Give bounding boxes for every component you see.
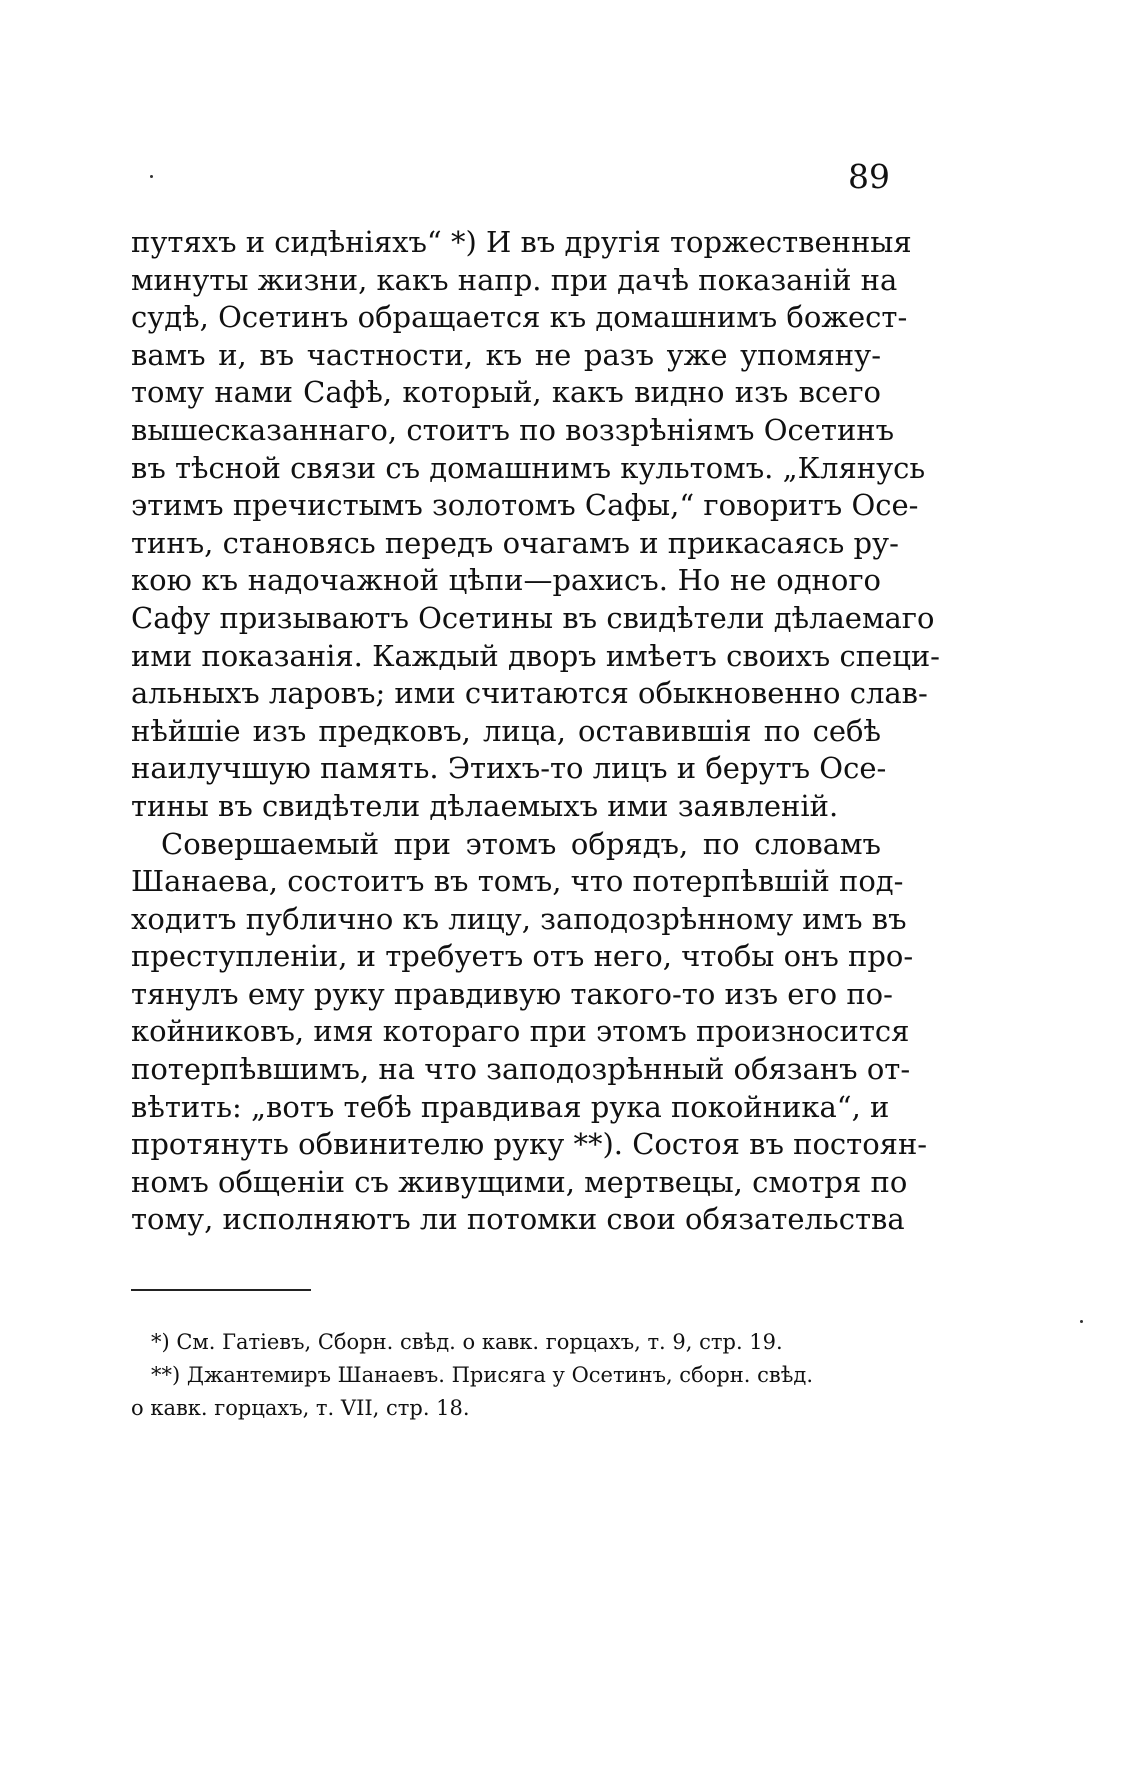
- text-line: Шанаева, состоитъ въ томъ, что потерпѣвшій под-: [131, 864, 904, 899]
- footnote-1: *) См. Гатіевъ, Сборн. свѣд. о кавк. горцахъ, т. 9, стр. 19.: [151, 1330, 783, 1354]
- footnote-divider: [131, 1289, 311, 1291]
- text-line: тянулъ ему руку правдивую такого-то изъ его по-: [131, 976, 893, 1011]
- print-speck: [150, 175, 153, 178]
- paragraph-1: [131, 224, 940, 826]
- text-line: этимъ пречистымъ золотомъ Сафы,“ говоритъ Осе-: [131, 488, 919, 523]
- footnote-2: **) Джантемиръ Шанаевъ. Присяга у Осетинъ, сборн. свѣд.: [151, 1363, 814, 1387]
- text-line: путяхъ и сидѣніяхъ“ *) И въ другія торжественныя: [131, 225, 912, 259]
- text-line: минуты жизни, какъ напр. при дачѣ показаній на: [131, 262, 898, 297]
- text-line: тому нами Сафѣ, который, какъ видно изъ всего: [131, 375, 881, 410]
- text-line: койниковъ, имя котораго при этомъ произносится: [131, 1014, 910, 1049]
- text-line: Совершаемый при этомъ обрядъ, по словамъ: [161, 826, 881, 861]
- text-line: ими показанія. Каждый дворъ имѣетъ своихъ специ-: [131, 638, 940, 673]
- footnotes: [131, 1326, 881, 1425]
- text-line: Сафу призываютъ Осетины въ свидѣтели дѣлаемаго: [131, 600, 935, 635]
- text-line: вѣтить: „вотъ тебѣ правдивая рука покойника“, и: [131, 1089, 890, 1124]
- text-line: кою къ надочажной цѣпи—рахисъ. Но не одного: [131, 563, 881, 598]
- text-line: номъ общеніи съ живущими, мертвецы, смотря по: [131, 1164, 908, 1199]
- text-line: судѣ, Осетинъ обращается къ домашнимъ божест-: [131, 300, 908, 335]
- text-line: протянуть обвинителю руку **). Состоя въ постоян-: [131, 1127, 928, 1162]
- footnote-2-continuation: о кавк. горцахъ, т. VII, стр. 18.: [131, 1396, 470, 1420]
- text-line: вамъ и, въ частности, къ не разъ уже упомяну-: [131, 337, 881, 372]
- text-line: въ тѣсной связи съ домашнимъ культомъ. „Клянусь: [131, 450, 926, 485]
- text-line: наилучшую память. Этихъ-то лицъ и берутъ Осе-: [131, 751, 887, 786]
- print-speck: [1080, 1320, 1083, 1323]
- paragraph-2: [131, 826, 928, 1240]
- text-line: тинъ, становясь передъ очагамъ и прикасаясь ру-: [131, 525, 899, 560]
- text-line: тому, исполняютъ ли потомки свои обязательства: [131, 1202, 905, 1237]
- text-line: нѣйшіе изъ предковъ, лица, оставившія по себѣ: [131, 713, 881, 748]
- text-line: тины въ свидѣтели дѣлаемыхъ ими заявленій.: [131, 788, 839, 823]
- text-line: вышесказаннаго, стоитъ по воззрѣніямъ Осетинъ: [131, 412, 895, 447]
- page-number: 89: [848, 157, 890, 196]
- text-line: потерпѣвшимъ, на что заподозрѣнный обязанъ от-: [131, 1052, 911, 1087]
- text-line: ходитъ публично къ лицу, заподозрѣнному имъ въ: [131, 901, 907, 936]
- text-line: преступленіи, и требуетъ отъ него, чтобы онъ про-: [131, 939, 914, 974]
- text-line: альныхъ ларовъ; ими считаются обыкновенно слав-: [131, 676, 928, 711]
- body-text: [131, 224, 940, 1239]
